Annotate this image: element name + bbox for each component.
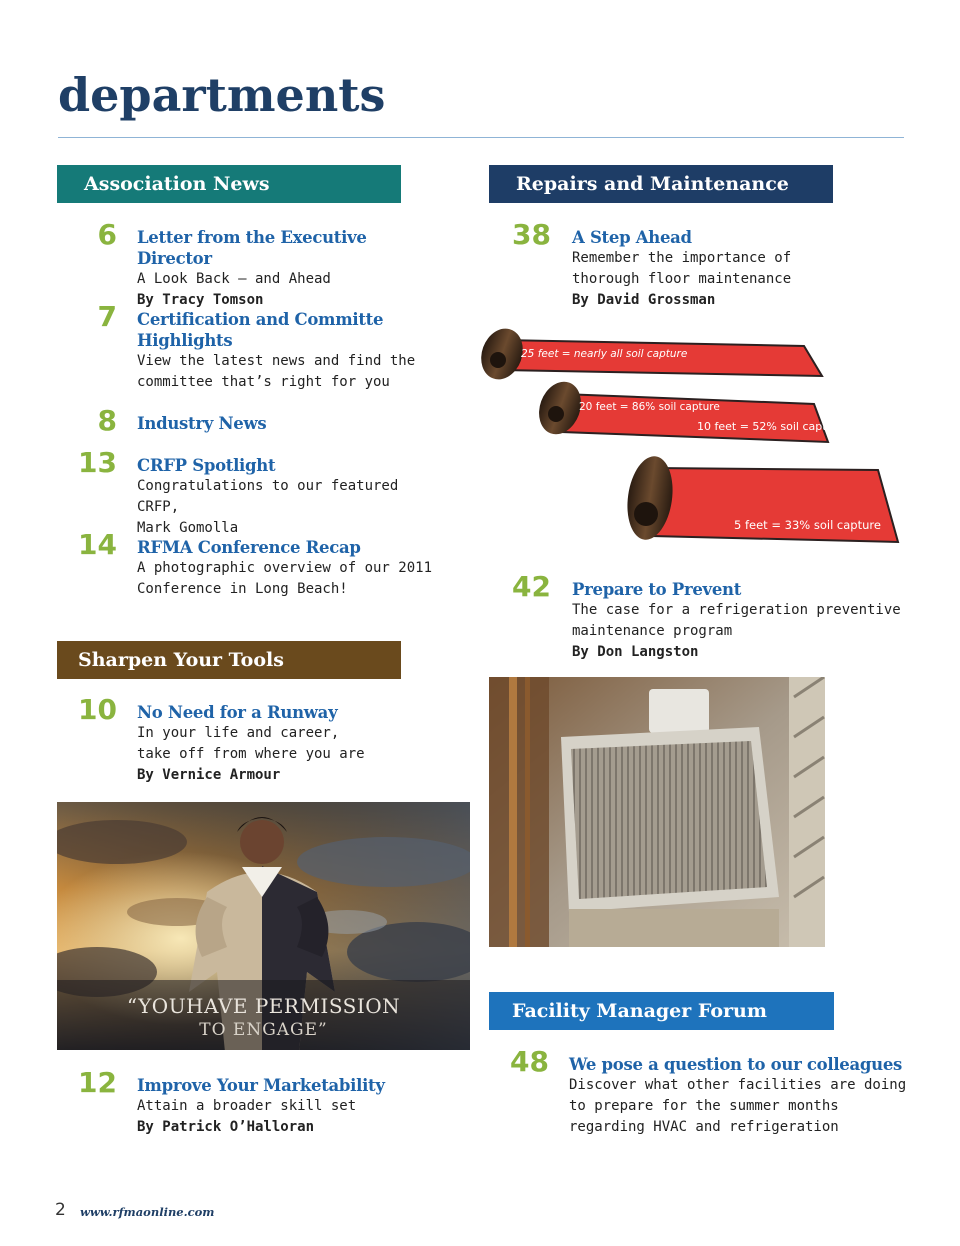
refrigeration-coil-art	[489, 677, 825, 947]
entry-description: Discover what other facilities are doing	[569, 1077, 907, 1093]
page-number: 2	[55, 1200, 66, 1220]
entry-title[interactable]: Certification and Committe	[137, 310, 384, 329]
entry-title[interactable]: No Need for a Runway	[137, 703, 338, 722]
refrigeration-coil-photo	[489, 677, 825, 947]
entry-page-number: 7	[97, 300, 117, 333]
entry-page-number: 8	[97, 404, 117, 437]
entry-title[interactable]: We pose a question to our colleagues	[569, 1055, 903, 1074]
entry-title-line-2[interactable]: Highlights	[137, 331, 233, 350]
mat-label-5-feet: 5 feet = 33% soil capture	[734, 518, 881, 532]
entry-description: View the latest news and find the	[137, 353, 416, 369]
entry-page-number: 10	[78, 693, 117, 726]
section-header-sharpen-your-tools: Sharpen Your Tools	[57, 641, 401, 679]
entry-description: committee that’s right for you	[137, 374, 390, 390]
entry-description: regarding HVAC and refrigeration	[569, 1119, 839, 1135]
title-divider	[58, 137, 904, 138]
entry-title[interactable]: CRFP Spotlight	[137, 456, 276, 475]
entry-description: Congratulations to our featured CRFP,	[137, 478, 399, 515]
entry-page-number: 48	[510, 1045, 549, 1078]
entry-description: Attain a broader skill set	[137, 1098, 357, 1114]
section-header-repairs-and-maintenance: Repairs and Maintenance	[489, 165, 833, 203]
entry-page-number: 42	[512, 570, 551, 603]
entry-description: maintenance program	[572, 623, 733, 639]
entry-description: Remember the importance of	[572, 250, 792, 266]
entry-author: By Tracy Tomson	[137, 292, 264, 308]
entry-title[interactable]: Improve Your Marketability	[137, 1076, 385, 1095]
entry-description: A photographic overview of our 2011	[137, 560, 433, 576]
entry-page-number: 6	[97, 218, 117, 251]
entry-description: Mark Gomolla	[137, 520, 239, 536]
section-header-association-news: Association News	[57, 165, 401, 203]
entry-page-number: 38	[512, 218, 551, 251]
pilot-photo	[57, 802, 470, 1050]
entry-title[interactable]: Prepare to Prevent	[572, 580, 742, 599]
entry-title[interactable]: A Step Ahead	[572, 228, 692, 247]
mat-label-20-feet: 20 feet = 86% soil capture	[579, 401, 720, 413]
photo-caption-line-1: “YOUHAVE PERMISSION	[126, 994, 401, 1018]
entry-author: By Patrick O’Halloran	[137, 1119, 315, 1135]
entry-author: By Vernice Armour	[137, 767, 281, 783]
mat-label-10-feet: 10 feet = 52% soil capture	[697, 420, 845, 433]
mat-label-25-feet: 25 feet = nearly all soil capture	[521, 348, 688, 360]
entry-author: By David Grossman	[572, 292, 716, 308]
entry-description: to prepare for the summer months	[569, 1098, 839, 1114]
entry-title[interactable]: Industry News	[137, 414, 267, 433]
page-title: departments	[58, 68, 386, 122]
entry-title[interactable]: Letter from the Executive Director	[137, 228, 367, 268]
floor-mats-illustration	[474, 318, 904, 554]
entry-description: thorough floor maintenance	[572, 271, 792, 287]
entry-title[interactable]: RFMA Conference Recap	[137, 538, 361, 557]
entry-description: A Look Back — and Ahead	[137, 271, 331, 287]
website-link[interactable]: www.rfmaonline.com	[80, 1205, 215, 1219]
entry-description: The case for a refrigeration preventive	[572, 602, 901, 618]
entry-description: take off from where you are	[137, 746, 365, 762]
entry-page-number: 14	[78, 528, 117, 561]
entry-description: In your life and career,	[137, 725, 340, 741]
photo-caption-line-2: TO ENGAGE”	[199, 1020, 328, 1040]
entry-page-number: 12	[78, 1066, 117, 1099]
entry-page-number: 13	[78, 446, 117, 479]
section-header-facility-manager-forum: Facility Manager Forum	[489, 992, 834, 1030]
entry-author: By Don Langston	[572, 644, 699, 660]
entry-description: Conference in Long Beach!	[137, 581, 348, 597]
